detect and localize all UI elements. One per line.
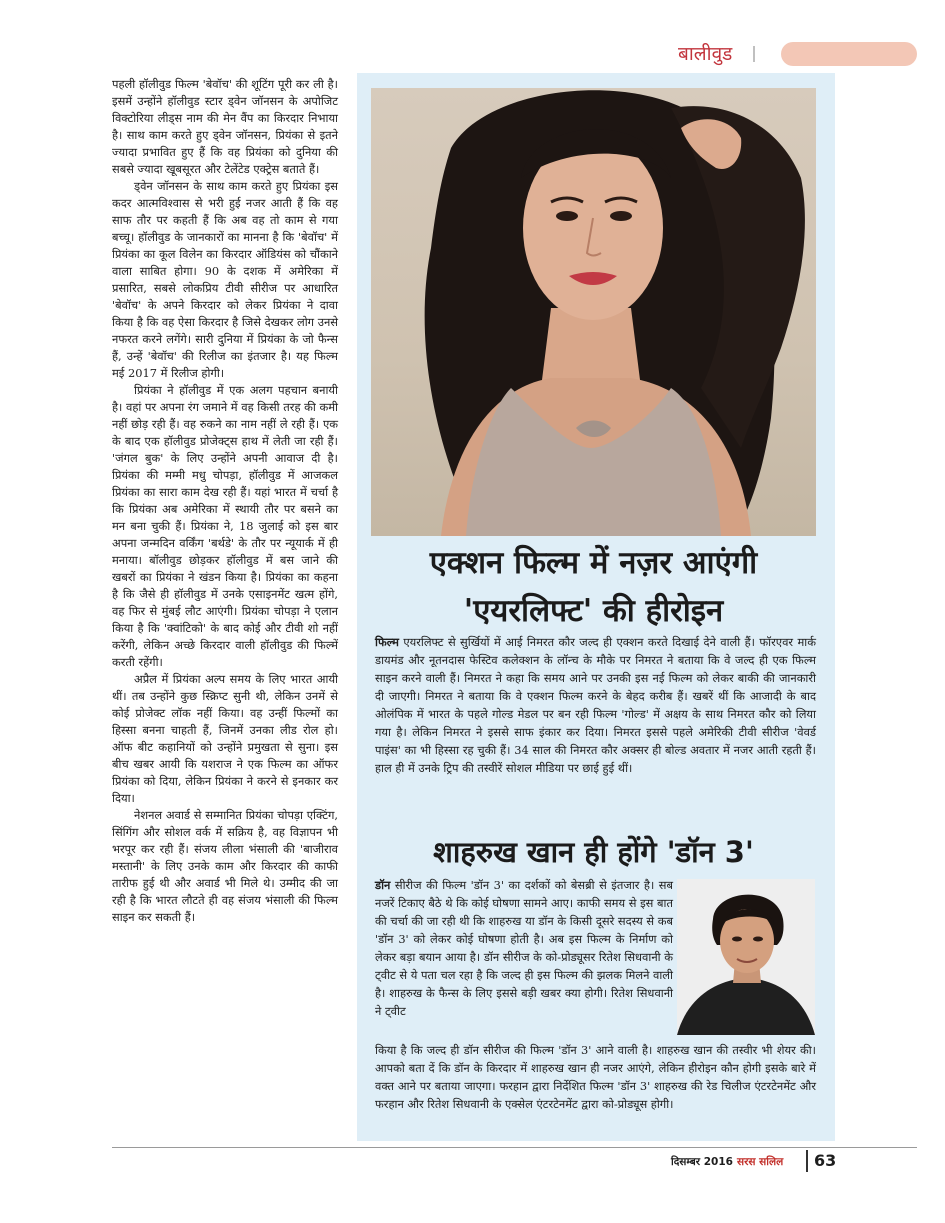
footer-divider xyxy=(112,1147,917,1148)
story2-headline: शाहरुख खान ही होंगे 'डॉन 3' xyxy=(433,835,754,869)
left-paragraph-1: पहली हॉलीवुड फिल्म 'बेवॉच' की शूटिंग पूरी कर ली है। इसमें उन्होंने हॉलीवुड स्टार ड्वेन जॉनसन के अपोजिट विक्टोरिया लीड्स नाम की मेन वैंप का किरदार निभाया है। साथ काम करते हुए ड्वेन जॉनसन, प्रियंका से इतने ज्यादा प्रभावित हुए हैं कि वह प्रियंका को दुनिया की सबसे ज्यादा खूबसूरत और टेलेंटेड एक्ट्रेस बताते हैं। xyxy=(112,77,338,176)
actor-photo xyxy=(677,879,815,1035)
footer-separator xyxy=(806,1150,808,1172)
section-label: बालीवुड xyxy=(678,43,733,65)
story2-body-part1 xyxy=(375,876,673,1020)
story1-lead-word: फिल्म xyxy=(375,635,399,649)
left-paragraph-2: ड्वेन जॉनसन के साथ काम करते हुए प्रियंका इस कदर आत्मविश्वास से भरी हुई नजर आती हैं कि वह साफ तौर पर कहती हैं कि अब वह तो काम से गया बच्चू। हॉलीवुड के जानकारों का मानना है कि 'बेवॉच' में प्रियंका का कूल विलेन का किरदार ऑडियंस को चौंकाने वाला साबित होगा। 90 के दशक में अमेरिका में प्रसारित, सबसे लोकप्रिय टीवी सीरीज पर आधारित 'बेवॉच' के अपने किरदार को लेकर प्रियंका ने दावा किया है कि वह ऐसा किरदार है जिसे देखकर लोग उनसे नफरत करने लगेंगे। सारी दुनिया में प्रियंका के जो फैन्स हैं, उन्हें 'बेवॉच' की रिलीज का इंतजार है। यह फिल्म मई 2017 में रिलीज होगी। xyxy=(112,179,338,380)
left-paragraph-4: अप्रैल में प्रियंका अल्प समय के लिए भारत आयी थीं। तब उन्होंने कुछ स्क्रिप्ट सुनी थी, लेकिन उनमें से कोई प्रोजेक्ट लॉक नहीं किया। वह उन्हीं फिल्मों का हिस्सा बनना चाहती हैं, जिनमें उनका लीड रोल हो। ऑफ बीट कहानियों को उन्होंने प्रमुखता से सुना। इस बीच खबर आयी कि यशराज ने एक फिल्म का ऑफर प्रियंका को दिया, लेकिन प्रियंका ने करने से इनकार कर दिया। xyxy=(112,672,338,805)
header-decorative-pill xyxy=(781,42,917,66)
actress-photo xyxy=(371,88,816,536)
story2-lead-word: डॉन xyxy=(375,878,391,892)
actress-photo-illustration xyxy=(371,88,816,536)
page-number: 63 xyxy=(814,1151,837,1170)
story1-headline-line2: 'एयरलिफ्ट' की हीरोइन xyxy=(463,593,724,629)
story1-body xyxy=(375,633,816,777)
header-divider xyxy=(753,46,755,62)
actor-photo-illustration xyxy=(677,879,815,1035)
left-paragraph-5: नेशनल अवार्ड से सम्मानित प्रियंका चोपड़ा एक्टिंग, सिंगिंग और सोशल वर्क में सक्रिय है, वह विज्ञापन भी भरपूर कर रही हैं। संजय लीला भंसाली की 'बाजीराव मस्तानी' के लिए उनके काम और किरदार की काफी तारीफ हुई थी और अवार्ड भी मिले थे। उम्मीद की जा रही है कि भारत लौटते ही वह संजय भंसाली की फिल्म साइन कर सकती हैं। xyxy=(112,808,338,924)
story2-body-part2: किया है कि जल्द ही डॉन सीरीज की फिल्म 'डॉन 3' आने वाली है। शाहरुख खान की तस्वीर भी शेयर की। आपको बता दें कि डॉन के किरदार में शाहरुख खान ही नजर आएंगे, लेकिन हीरोइन कौन होगी इसके बारे में वक्त आने पर बताया जाएगा। फरहान द्वारा निर्देशित फिल्म 'डॉन 3' शाहरुख की रेड चिलीज एंटरटेनमेंट और फरहान और रितेश सिधवानी के एक्सेल एंटरटेनमेंट द्वारा को-प्रोड्यूस होगी। xyxy=(375,1043,816,1111)
left-article-column xyxy=(112,76,338,926)
story2-body-part1-text: सीरीज की फिल्म 'डॉन 3' का दर्शकों को बेसब्री से इंतजार है। सब नजरें टिकाए बैठे थे कि कोई घोषणा सामने आए। काफी समय से इस बात की चर्चा की जा रही थी कि शाहरुख या डॉन के किसी दूसरे सदस्य से कब 'डॉन 3' को लेकर कोई घोषणा होती है। अब इस फिल्म के निर्माण को लेकर बड़ा बयान आया है। डॉन सीरीज के को-प्रोड्यूसर रितेश सिधवानी के ट्वीट से ये पता चल रहा है कि जल्द ही इस फिल्म की झलक मिलने वाली है। शाहरुख के फैन्स के लिए इससे बड़ी खबर क्या होगी। रितेश सिधवानी ने ट्वीट xyxy=(375,878,673,1018)
left-paragraph-3: प्रियंका ने हॉलीवुड में एक अलग पहचान बनायी है। वहां पर अपना रंग जमाने में वह किसी तरह की कमी नहीं छोड़ रही हैं। वह रुकने का नाम नहीं ले रही हैं। एक के बाद एक हॉलीवुड प्रोजेक्ट्स हाथ में लेती जा रही हैं। 'जंगल बुक' के लिए उन्होंने अपनी आवाज दी है। प्रियंका की मम्मी मधु चोपड़ा, हॉलीवुड में आजकल प्रियंका का सारा काम देख रही हैं। यहां भारत में चर्चा है कि प्रियंका अब अमेरिका में स्थायी तौर पर बसने का मन बना चुकी हैं। प्रियंका ने, 18 जुलाई को इस बार अपना जन्मदिन वर्किंग 'बर्थडे' के तौर पर न्यूयार्क में ही मनाया। बॉलीवुड छोड़कर हॉलीवुड में बस जाने की खबरों का प्रियंका ने खंडन किया है। प्रियंका का कहना है कि जैसे ही हॉलीवुड में उनके एसाइनमेंट खत्म होंगे, वह फिर से मुंबई लौट आएंगी। प्रियंका चोपड़ा ने एलान किया है कि 'क्वांटिको' के बाद कोई और टीवी शो नहीं करेंगी, लेकिन अच्छे किरदार वाली हॉलीवुड की फिल्में करती रहेंगी। xyxy=(112,383,338,669)
story1-headline-line1: एक्शन फिल्म में नज़र आएंगी xyxy=(429,545,758,581)
footer-date: दिसम्बर 2016 xyxy=(671,1156,733,1168)
footer-brand-logo: सरस सलिल xyxy=(737,1156,784,1168)
story1-body-text: एयरलिफ्ट से सुर्खियों में आई निमरत कौर जल्द ही एक्शन करते दिखाई देने वाली हैं। फॉरएवर मार्क डायमंड और नूतनदास फेस्टिव कलेक्शन के लॉन्च के मौके पर निमरत ने बताया कि वे जल्द ही एक फिल्म साइन करने वाली हैं। निमरत ने कहा कि समय आने पर उनकी इस नई फिल्म को लेकर बाकी की जानकारी दी जाएगी। निमरत ने बताया कि वे एक्शन फिल्म करने के बेहद करीब हैं। खबरें थीं कि आजादी के बाद ओलंपिक में भारत के पहले गोल्ड मेडल पर बन रही फिल्म 'गोल्ड' में अक्षय के साथ निमरत कौर को लिया गया है। लेकिन निमरत ने इससे साफ इंकार कर दिया। निमरत इससे पहले अमेरिकी टीवी सीरीज 'वेवर्ड पाइंस' का भी हिस्सा रह चुकी हैं। 34 साल की निमरत कौर अक्सर ही बोल्ड अवतार में नजर आती रहती हैं। हाल ही में उनके ट्रिप की तस्वीरें सोशल मीडिया पर छाई हुई थीं। xyxy=(375,635,816,775)
